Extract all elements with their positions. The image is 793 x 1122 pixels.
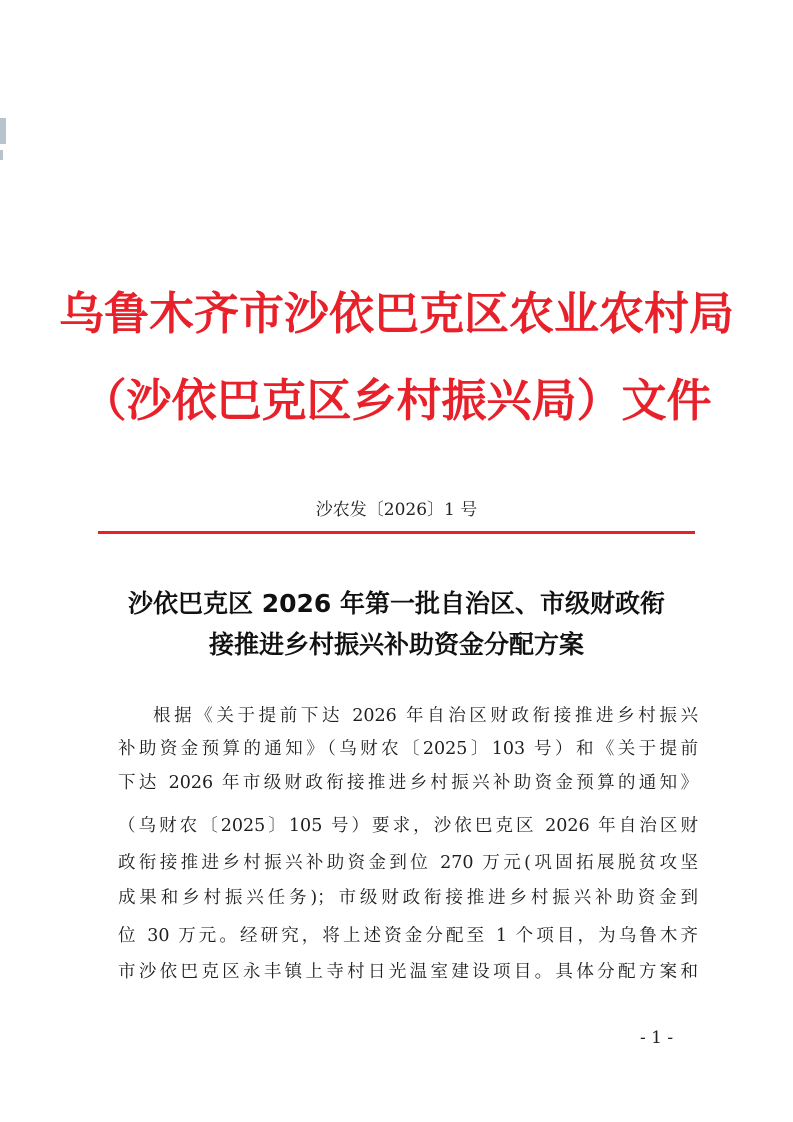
red-separator-line xyxy=(98,531,695,534)
body-text-line: 政衔接推进乡村振兴补助资金到位 270 万元(巩固拓展脱贫攻坚 xyxy=(118,853,698,873)
issuer-title-line-2: （沙依巴克区乡村振兴局）文件 xyxy=(81,374,712,427)
document-number: 沙农发〔2026〕1 号 xyxy=(315,500,478,520)
body-text-line: （乌财农〔2025〕105 号）要求，沙依巴克区 2026 年自治区财 xyxy=(118,816,698,836)
body-text-line: 位 30 万元。经研究，将上述资金分配至 1 个项目，为乌鲁木齐 xyxy=(118,926,698,946)
body-text-line: 下达 2026 年市级财政衔接推进乡村振兴补助资金预算的通知》 xyxy=(118,773,698,793)
body-text-line: 成果和乡村振兴任务)；市级财政衔接推进乡村振兴补助资金到 xyxy=(118,888,698,908)
scan-edge-mark xyxy=(0,118,6,144)
scan-edge-mark xyxy=(0,150,3,160)
body-text-line: 根据《关于提前下达 2026 年自治区财政衔接推进乡村振兴 xyxy=(153,706,698,726)
page-number: - 1 - xyxy=(640,1028,674,1048)
body-text-line: 补助资金预算的通知》（乌财农〔2025〕103 号）和《关于提前 xyxy=(118,739,698,759)
document-title-line-1: 沙依巴克区 2026 年第一批自治区、市级财政衔 xyxy=(128,589,665,618)
body-text-line: 市沙依巴克区永丰镇上寺村日光温室建设项目。具体分配方案和 xyxy=(118,962,698,982)
document-title-line-2: 接推进乡村振兴补助资金分配方案 xyxy=(208,630,584,659)
issuer-title-line-1: 乌鲁木齐市沙依巴克区农业农村局 xyxy=(58,287,734,340)
